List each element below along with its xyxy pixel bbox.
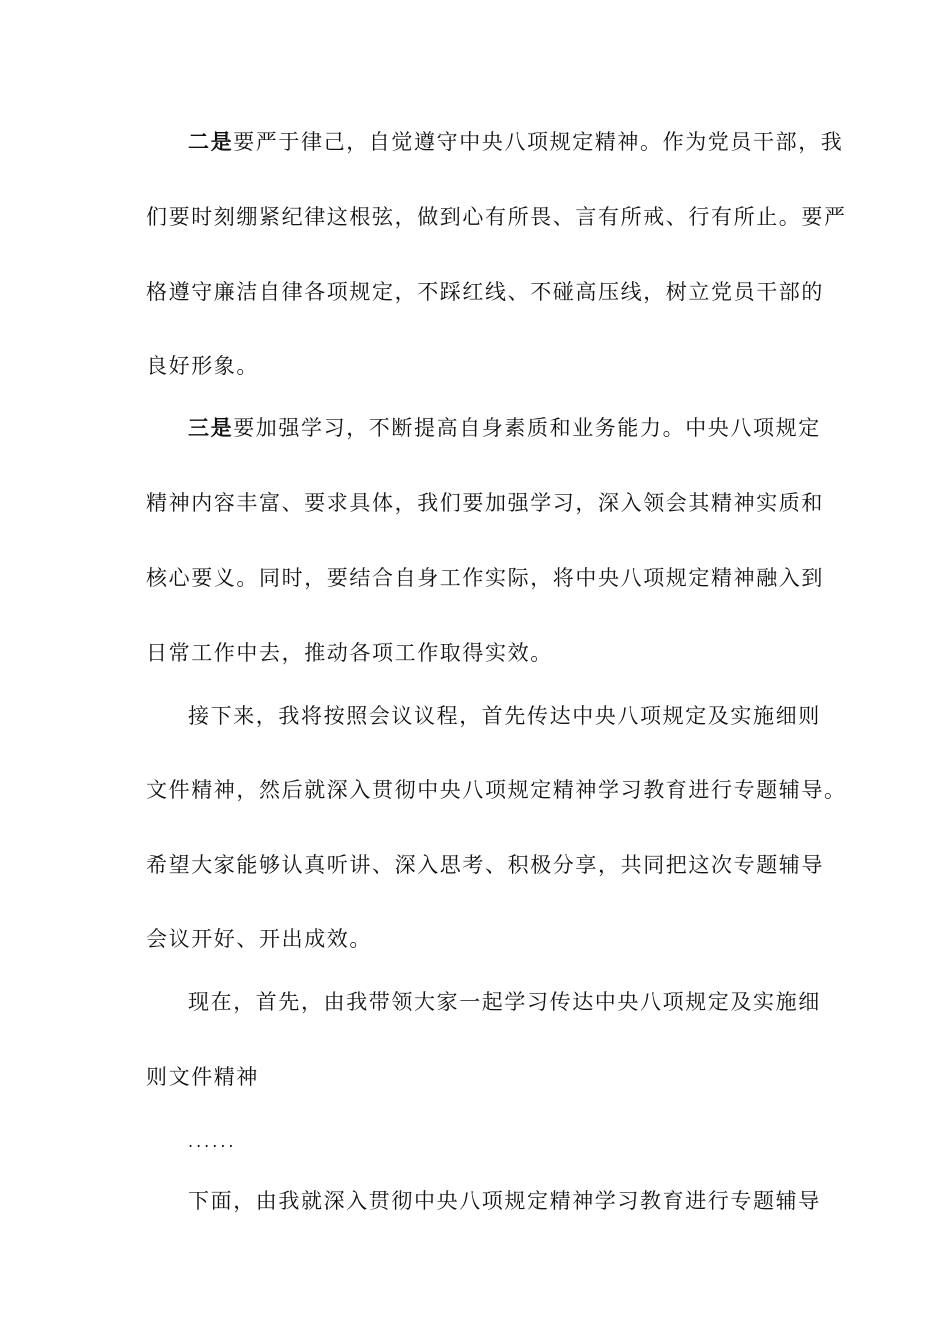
paragraph-3-line-2: 文件精神，然后就深入贯彻中央八项规定精神学习教育进行专题辅导。 [146,778,847,802]
paragraph-2-line-2: 精神内容丰富、要求具体，我们要加强学习，深入领会其精神实质和 [146,491,824,515]
paragraph-2-line-4: 日常工作中去，推动各项工作取得实效。 [146,641,553,665]
paragraph-6-line-1: 下面，由我就深入贯彻中央八项规定精神学习教育进行专题辅导 [188,1189,821,1213]
paragraph-3-line-4: 会议开好、开出成效。 [146,927,372,951]
paragraph-3-line-1: 接下来，我将按照会议议程，首先传达中央八项规定及实施细则 [188,704,821,728]
paragraph-1-text: 要严于律己，自觉遵守中央八项规定精神。作为党员干部，我 [233,130,844,154]
paragraph-2-line-1 [188,414,858,442]
paragraph-3-line-3: 希望大家能够认真听讲、深入思考、积极分享，共同把这次专题辅导 [146,853,824,877]
paragraph-1-lead: 二是 [188,129,234,154]
paragraph-2-lead: 三是 [188,415,234,440]
paragraph-4-line-2: 则文件精神 [146,1065,259,1089]
paragraph-2-line-3: 核心要义。同时，要结合自身工作实际，将中央八项规定精神融入到 [146,566,824,590]
paragraph-1-line-4: 良好形象。 [146,354,259,378]
paragraph-1-line-1 [188,128,858,156]
paragraph-1-line-3: 格遵守廉洁自律各项规定，不踩红线、不碰高压线，树立党员干部的 [146,280,824,304]
paragraph-4-line-1: 现在，首先，由我带领大家一起学习传达中央八项规定及实施细 [188,990,821,1014]
paragraph-1-line-2: 们要时刻绷紧纪律这根弦，做到心有所畏、言有所戒、行有所止。要严 [146,205,847,229]
paragraph-2-text: 要加强学习，不断提高自身素质和业务能力。中央八项规定 [233,416,821,440]
ellipsis: ...... [188,1132,237,1151]
